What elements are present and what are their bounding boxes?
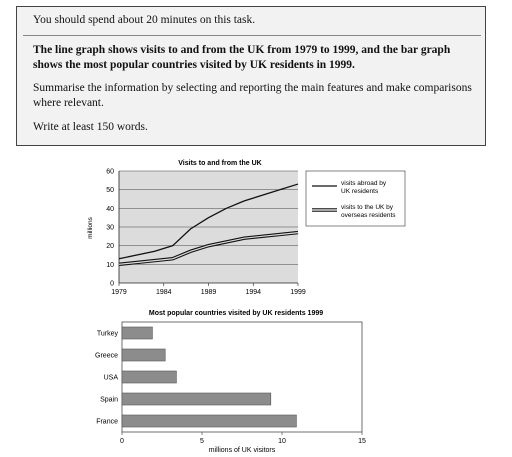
time-note: You should spend about 20 minutes on this task. — [33, 14, 256, 26]
x-tick-label: 1984 — [155, 289, 172, 296]
legend-label: UK residents — [341, 188, 379, 195]
category-label: USA — [103, 374, 118, 382]
line-legend — [306, 171, 405, 226]
bar-chart — [95, 310, 366, 454]
bar-usa — [122, 371, 176, 383]
task-instruction: Summarise the information by selecting and reporting the main features and make comparisons where relevant. — [33, 82, 472, 109]
legend-label: visits to the UK by — [341, 204, 394, 211]
x-tick-label: 5 — [200, 438, 204, 445]
y-tick-label: 50 — [106, 187, 114, 195]
y-tick-label: 30 — [106, 224, 114, 232]
y-tick-label: 60 — [106, 168, 114, 176]
bar-greece — [122, 349, 165, 361]
category-label: France — [96, 418, 118, 426]
bar-chart-title: Most popular countries visited by UK residents 1999 — [148, 310, 324, 317]
y-tick-label: 20 — [106, 243, 114, 251]
x-tick-label: 1989 — [200, 289, 217, 296]
category-label: Turkey — [96, 330, 118, 338]
bar-spain — [122, 393, 271, 405]
bar-france — [122, 415, 296, 427]
line-chart-title: Visits to and from the UK — [178, 160, 262, 167]
word-count-note: Write at least 150 words. — [33, 121, 148, 133]
line-x-ticks — [110, 280, 306, 296]
x-tick-label: 15 — [358, 438, 366, 445]
legend-label: overseas residents — [341, 212, 396, 219]
x-tick-label: 1994 — [245, 289, 262, 296]
y-tick-label: 0 — [110, 280, 114, 288]
legend-label: visits abroad by — [341, 180, 387, 187]
bar-turkey — [122, 327, 152, 339]
line-y-ticks — [106, 169, 114, 288]
category-label: Greece — [95, 352, 118, 360]
task-description: The line graph shows visits to and from the UK from 1979 to 1999, and the bar graph shows the most popular countries visited by UK residents in 1999. — [33, 44, 451, 71]
x-tick-label: 1979 — [111, 289, 127, 296]
y-axis-label: millions — [87, 217, 94, 239]
line-grid — [119, 171, 298, 283]
category-label: Spain — [100, 396, 118, 404]
y-tick-label: 40 — [106, 205, 114, 213]
x-axis-label: millions of UK visitors — [208, 447, 276, 454]
x-tick-label: 0 — [120, 438, 124, 445]
x-tick-label: 1999 — [290, 289, 306, 296]
y-tick-label: 10 — [106, 261, 114, 269]
x-tick-label: 10 — [278, 438, 286, 445]
